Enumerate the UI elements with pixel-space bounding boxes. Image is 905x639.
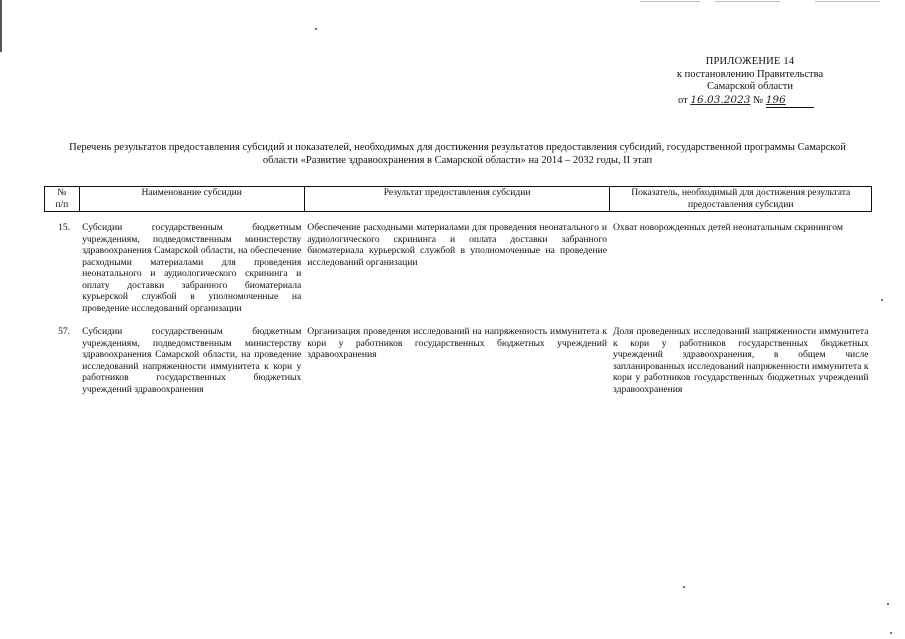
number-blank <box>766 94 814 109</box>
row-subsidy-name: Субсидии государственным бюджетным учреждениям, подведомственным министерству здравоохранения Самарской области, на проведение исследований напряженности иммунитета к кори у работников государственных бюджетных учреждений здравоохранения <box>82 326 302 395</box>
scan-speck <box>890 632 892 634</box>
row-result: Обеспечение расходными материалами для проведения неонатального и аудиологического скрининга и оплата доставки забранного биоматериала курьерской службой в уполномоченные на проведение исследований организации <box>307 222 607 268</box>
table-header-row <box>45 187 872 212</box>
scan-artifact-top-line <box>640 1 700 2</box>
document-heading-line-2: области «Развитие здравоохранения в Самарской области» на 2014 – 2032 годы, II этап <box>262 154 653 166</box>
row-result: Организация проведения исследований на напряженность иммунитета к кори у работников государственных бюджетных учреждений здравоохранения <box>307 326 607 360</box>
row-subsidy-name: Субсидии государственным бюджетным учреждениям, подведомственным министерству здравоохранения Самарской области, на обеспечение расходными материалами для проведения неонатального и аудиологического скрининга и оплату доставки забранного биоматериала курьерской службой в уполномоченные на проведение исследований организации <box>82 222 302 314</box>
scan-artifact-left-edge <box>0 0 2 52</box>
scan-speck <box>315 28 317 30</box>
row-indicator: Доля проведенных исследований напряженности иммунитета к кори у работников государственных бюджетных учреждений здравоохранения, в общем числе запланированных исследований напряженности иммунитета к кори у работников государственных бюджетных учреждений здравоохранения <box>612 326 869 395</box>
header-indicator: Показатель, необходимый для достижения результата предоставления субсидии <box>610 187 872 212</box>
document-heading-line-1: Перечень результатов предоставления субсидий и показателей, необходимых для достижения результатов предоставления субсидий, государственной программы Самарской <box>69 142 846 153</box>
row-number: 15. <box>58 222 71 233</box>
appendix-block <box>630 56 870 108</box>
row-indicator: Охват новорожденных детей неонатальным скринингом <box>612 222 843 233</box>
scan-speck <box>683 586 685 588</box>
handwritten-date: 16.03.2023 <box>690 93 751 106</box>
header-number <box>45 187 80 212</box>
document-heading <box>50 142 865 167</box>
date-prefix: от <box>678 94 688 106</box>
scan-artifact-top-line <box>815 1 880 2</box>
appendix-date-number-line <box>630 94 870 109</box>
scan-speck <box>881 299 883 301</box>
header-subsidy-name: Наименование субсидии <box>79 187 304 212</box>
scan-artifact-top-line <box>715 1 780 2</box>
table-spacer <box>45 314 872 326</box>
number-prefix: № <box>753 94 764 106</box>
scan-speck <box>887 603 889 605</box>
table-row <box>45 222 872 314</box>
handwritten-number: 196 <box>765 93 786 106</box>
appendix-region-line: Самарской области <box>707 81 793 92</box>
row-number: 57. <box>58 326 71 337</box>
table-spacer <box>45 212 872 223</box>
appendix-resolution-line: к постановлению Правительства <box>676 68 824 80</box>
header-result: Результат предоставления субсидии <box>304 187 610 212</box>
subsidies-table <box>44 186 872 395</box>
header-number-abbrev: п/п <box>55 198 69 210</box>
appendix-title: ПРИЛОЖЕНИЕ 14 <box>705 56 795 67</box>
header-number-symbol: № <box>57 187 67 198</box>
table-row <box>45 326 872 395</box>
